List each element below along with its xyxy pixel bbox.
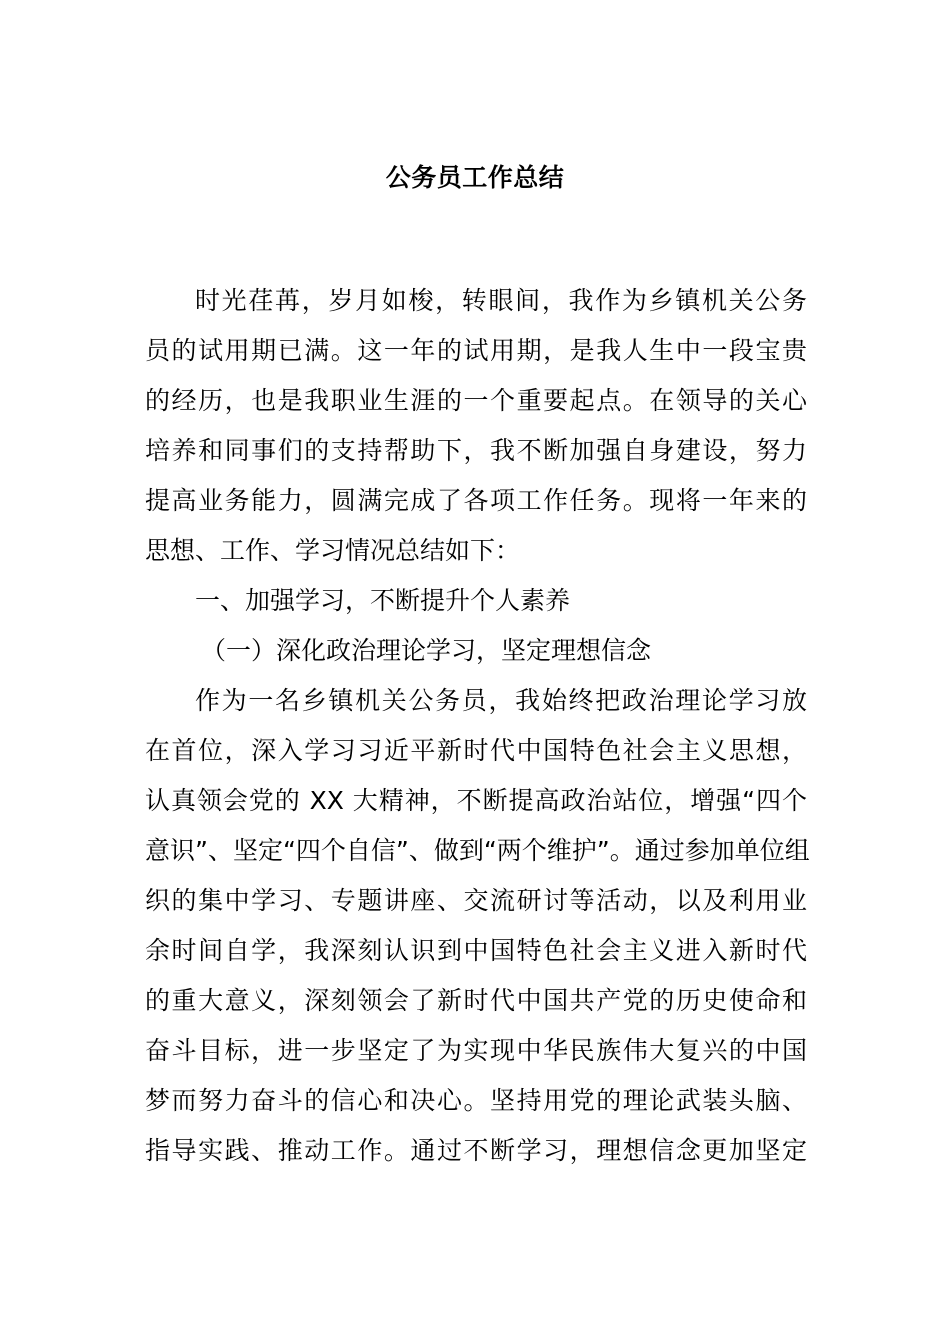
paragraph-line: 的经历，也是我职业生涯的一个重要起点。在领导的关心 [145,386,807,415]
paragraph-line: 织的集中学习、专题讲座、交流研讨等活动，以及利用业 [145,886,807,915]
paragraph-line: 时光荏苒，岁月如梭，转眼间，我作为乡镇机关公务 [195,286,807,315]
paragraph-line: 奋斗目标，进一步坚定了为实现中华民族伟大复兴的中国 [145,1036,807,1065]
paragraph-line: 意识”、坚定“四个自信”、做到“两个维护”。通过参加单位组 [145,836,810,865]
paragraph-line: 认真领会党的 XX 大精神，不断提高政治站位，增强“四个 [145,786,807,815]
paragraph-line: 余时间自学，我深刻认识到中国特色社会主义进入新时代 [145,936,807,965]
paragraph-line: 的重大意义，深刻领会了新时代中国共产党的历史使命和 [145,986,807,1015]
paragraph-line: 培养和同事们的支持帮助下，我不断加强自身建设，努力 [145,436,807,465]
paragraph-line: 作为一名乡镇机关公务员，我始终把政治理论学习放 [195,686,807,715]
document-body [145,276,810,1176]
paragraph-line: 指导实践、推动工作。通过不断学习，理想信念更加坚定 [145,1136,807,1165]
subsection-heading: （一）深化政治理论学习，坚定理想信念 [201,636,652,665]
section-heading: 一、加强学习，不断提升个人素养 [195,586,571,615]
paragraph-line: 员的试用期已满。这一年的试用期，是我人生中一段宝贵 [145,336,807,365]
paragraph-line: 提高业务能力，圆满完成了各项工作任务。现将一年来的 [145,486,807,515]
paragraph-line: 在首位，深入学习习近平新时代中国特色社会主义思想， [145,736,807,765]
paragraph-line: 梦而努力奋斗的信心和决心。坚持用党的理论武装头脑、 [145,1086,807,1115]
paragraph-line: 思想、工作、学习情况总结如下： [145,536,521,565]
document-title: 公务员工作总结 [385,163,565,192]
